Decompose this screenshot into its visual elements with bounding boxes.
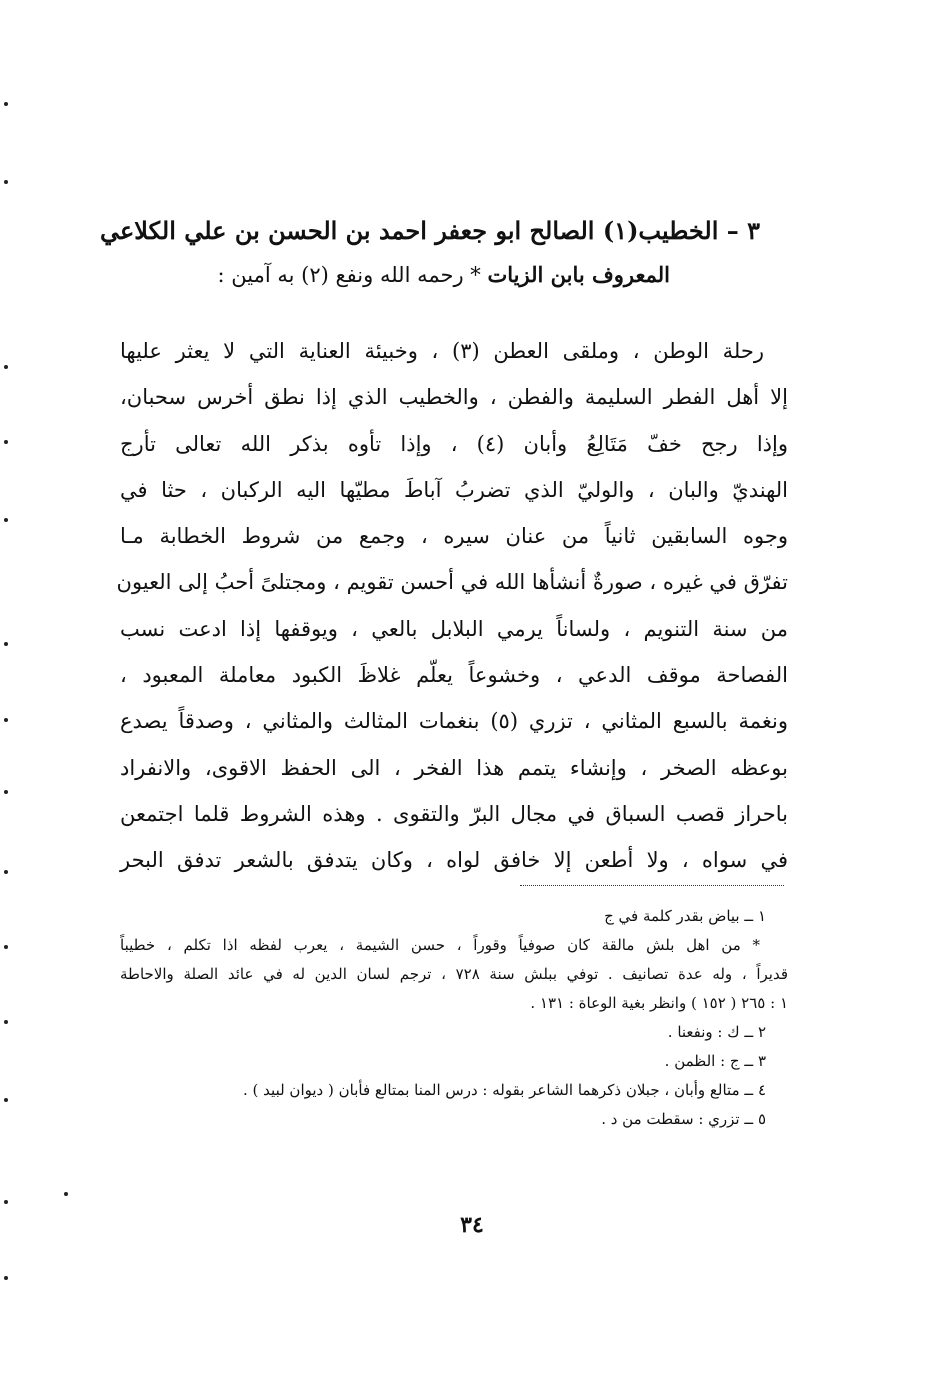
scan-speck	[4, 1020, 8, 1024]
heading-title: ٣ – الخطيب(١) الصالح ابو جعفر احمد بن الحسن بن علي الكلاعي	[99, 216, 760, 245]
scan-speck	[4, 1200, 8, 1204]
body-line: ونغمة بالسبع المثاني ، تزري (٥) بنغمات المثالث والمثاني ، وصدقاً يصدع	[120, 709, 788, 734]
heading-subtitle	[218, 262, 670, 287]
scan-speck	[4, 440, 8, 444]
body-line: وإذا رجح خفّ مَتَالِعُ وأبان (٤) ، وإذا تأوه بذكر الله تعالى تأرج	[120, 431, 788, 456]
scan-speck	[4, 102, 8, 106]
page-number: ٣٤	[460, 1212, 484, 1238]
footnote-separator	[520, 885, 784, 886]
scan-speck	[4, 790, 8, 794]
scan-speck	[4, 1276, 8, 1280]
heading-subtitle-name: المعروف بابن الزيات	[487, 262, 670, 287]
footnote: ٥ ــ تزري : سقطت من د .	[601, 1110, 766, 1128]
scan-speck	[4, 1098, 8, 1102]
body-line: تفرّق في غيره ، صورةٌ أنشأها الله في أحسن تقويم ، ومجتلىً أحبُ إلى العيون	[116, 570, 788, 595]
body-line: في سواه ، ولا أطعن إلا خافق لواه ، وكان يتدفق بالشعر تدفق البحر	[120, 848, 788, 873]
scan-speck	[4, 945, 8, 949]
scan-speck	[4, 642, 8, 646]
footnote: ٤ ــ متالع وأبان ، جبلان ذكرهما الشاعر بقوله : درس المنا بمتالع فأبان ( ديوان لبيد ) .	[243, 1081, 766, 1099]
body-line: الهنديّ والبان ، والوليّ الذي تضربُ آباطَ مطيّها اليه الركبان ، حثا في	[120, 477, 788, 502]
body-line: باحراز قصب السباق في مجال البرّ والتقوى . وهذه الشروط قلما اجتمعن	[120, 801, 788, 826]
body-line: إلا أهل الفطر السليمة والفطن ، والخطيب الذي إذا نطق أخرس سحبان،	[120, 385, 788, 410]
scan-speck	[4, 870, 8, 874]
heading-subtitle-rest: * رحمه الله ونفع (٢) به آمين :	[217, 263, 481, 287]
scan-speck	[4, 718, 8, 722]
body-line: رحلة الوطن ، وملقى العطن (٣) ، وخبيئة العناية التي لا يعثر عليها	[120, 339, 765, 363]
scan-speck	[4, 518, 8, 522]
footnote: قديراً ، وله عدة تصانيف . توفي ببلش سنة ٧٢٨ ، ترجم لسان الدين له في عائد الصلة والاحاطة	[120, 965, 788, 983]
body-line: من سنة التنويم ، ولساناً يرمي البلابل بالعي ، ويوقفها إذا ادعت نسب	[120, 616, 788, 641]
footnote: ٣ ــ ج : الظمن .	[664, 1052, 766, 1070]
body-paragraph	[116, 328, 788, 884]
body-line: وجوه السابقين ثانياً من عنان سيره ، وجمع من شروط الخطابة مـا	[120, 524, 788, 549]
footnote: ١ : ٢٦٥ ( ١٥٢ ) وانظر بغية الوعاة : ١٣١ .	[530, 994, 788, 1012]
footnotes	[120, 902, 788, 1134]
body-line: بوعظه الصخر ، وإنشاء يتمم هذا الفخر ، الى الحفظ الاقوى، والانفراد	[120, 755, 788, 780]
scan-speck	[64, 1192, 68, 1196]
footnote: ١ ــ بياض بقدر كلمة في ج	[604, 907, 766, 925]
body-line: الفصاحة موقف الدعي ، وخشوعاً يعلّم غلاظَ الكبود معاملة المعبود ،	[120, 663, 788, 688]
footnote: * من اهل بلش مالقة كان صوفياً وقوراً ، حسن الشيمة ، يعرب لفظه اذا تكلم ، خطيباً	[120, 936, 760, 954]
footnote: ٢ ــ ك : ونفعنا .	[667, 1023, 766, 1041]
scan-speck	[4, 365, 8, 369]
scan-speck	[4, 180, 8, 184]
